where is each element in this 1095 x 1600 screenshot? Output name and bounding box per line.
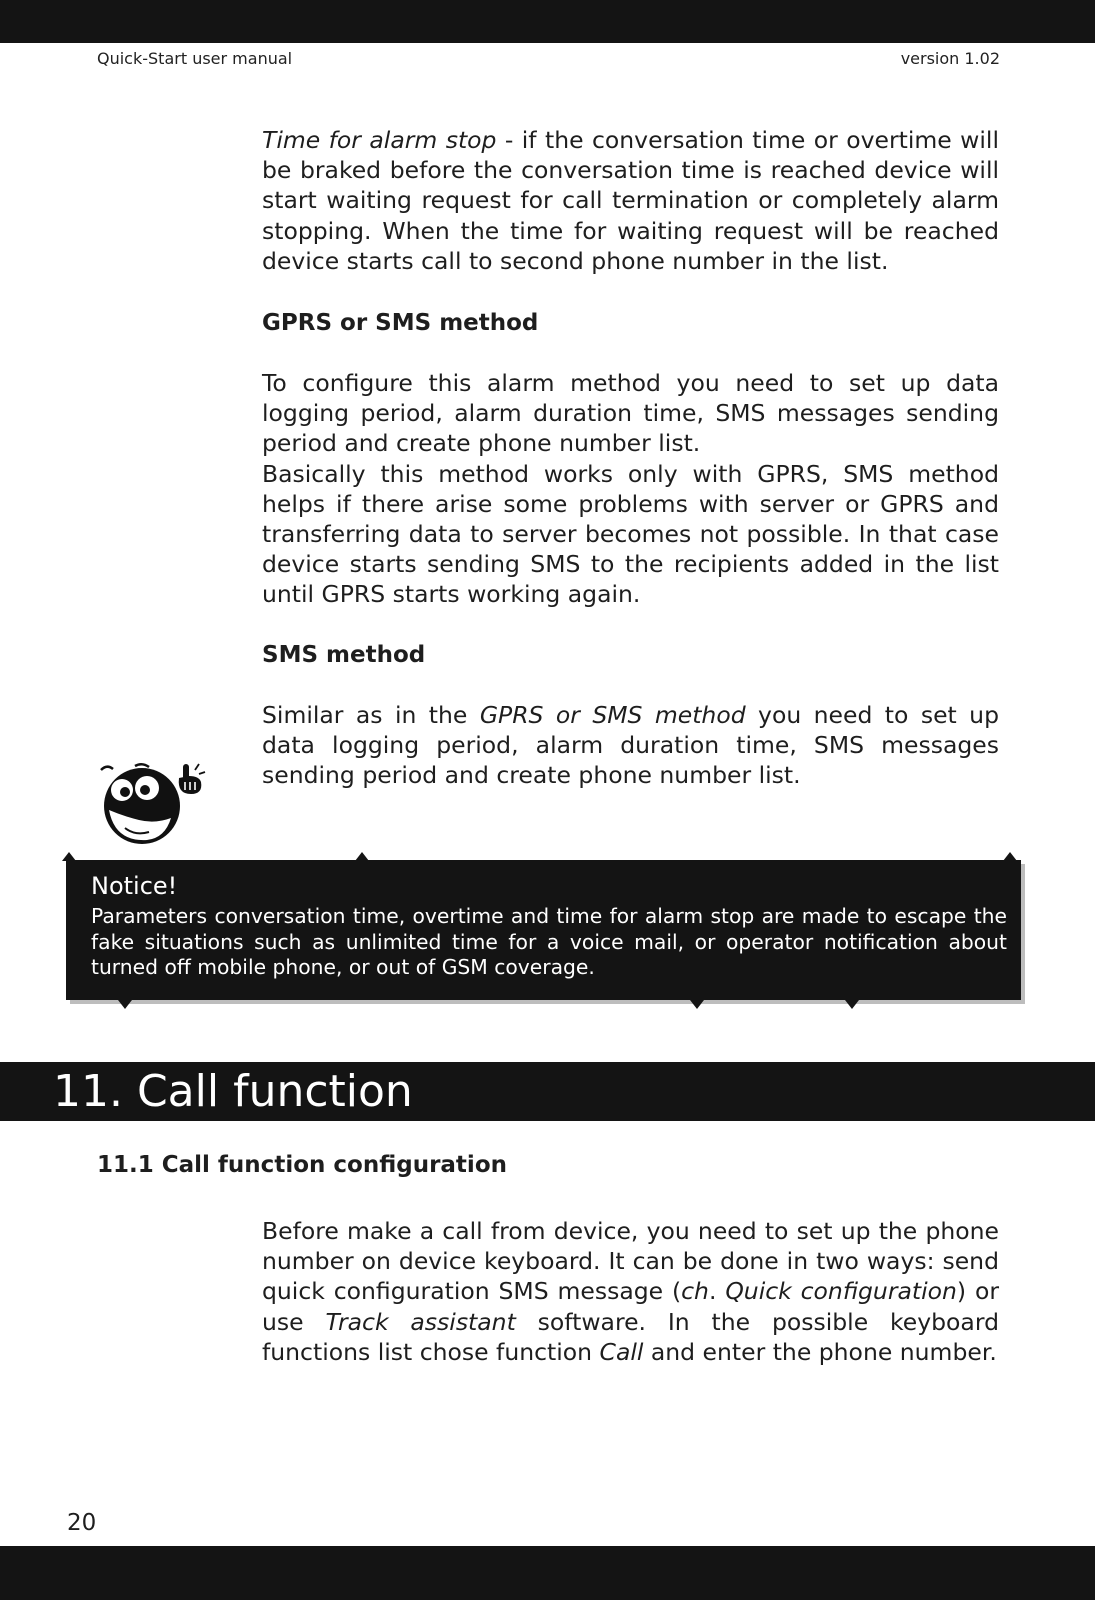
notice-spike bbox=[845, 1000, 859, 1009]
gprs-sms-heading: GPRS or SMS method bbox=[262, 310, 539, 336]
sms-method-block bbox=[262, 640, 999, 670]
call-text-call: Call bbox=[599, 1337, 644, 1366]
header-title: Quick-Start user manual bbox=[97, 49, 293, 68]
sms-method-text-after: you need to set up data logging period, alarm duration time, SMS messages sending period and create phone number list. bbox=[262, 701, 999, 790]
sms-method-text-italic: GPRS or SMS method bbox=[479, 701, 746, 729]
sms-method-text-before: Similar as in the bbox=[262, 701, 480, 729]
mascot-pointing-icon bbox=[95, 760, 210, 852]
gprs-sms-para1: To configure this alarm method you need to set up data logging period, alarm duration time, SMS messages sending period and create phone number list. bbox=[262, 369, 999, 458]
notice-spike bbox=[1003, 852, 1017, 861]
sms-method-paragraph bbox=[262, 700, 999, 791]
notice-title: Notice! bbox=[91, 872, 178, 900]
call-text-quick-config: Quick configuration bbox=[725, 1277, 957, 1306]
sms-method-heading: SMS method bbox=[262, 642, 426, 668]
sms-method-body bbox=[262, 700, 999, 791]
gprs-sms-body bbox=[262, 368, 999, 610]
call-text-2: ) or use bbox=[262, 1277, 999, 1336]
section-subheading: 11.1 Call function configuration bbox=[97, 1152, 507, 1178]
alarm-stop-paragraph bbox=[262, 125, 999, 276]
notice-spike bbox=[118, 1000, 132, 1009]
call-text-dot: . bbox=[708, 1277, 726, 1306]
alarm-stop-block bbox=[262, 125, 999, 276]
notice-spike bbox=[690, 1000, 704, 1009]
header-version: version 1.02 bbox=[900, 49, 1000, 68]
call-text-track-assistant: Track assistant bbox=[325, 1307, 516, 1336]
page-number: 20 bbox=[67, 1510, 97, 1536]
call-function-body bbox=[262, 1216, 999, 1367]
bottom-bar bbox=[0, 1546, 1095, 1600]
gprs-sms-block bbox=[262, 308, 999, 338]
gprs-sms-para2: Basically this method works only with GPRS, SMS method helps if there arise some problems with server or GPRS and transferring data to server becomes not possible. In that case device starts sending SMS to the recipients added in the list until GPRS starts working again. bbox=[262, 459, 999, 609]
notice-text: Parameters conversation time, overtime and time for alarm stop are made to escape the fake situations such as unlimited time for a voice mail, or operator notification about turned off mobile phone, or out of GSM coverage. bbox=[91, 904, 1007, 980]
section-title: 11. Call function bbox=[53, 1066, 413, 1117]
call-text-1: Before make a call from device, you need to set up the phone number on device keyboard. It can be done in two ways: send quick configuration SMS message ( bbox=[262, 1217, 999, 1306]
notice-spike bbox=[355, 852, 369, 861]
top-bar bbox=[0, 0, 1095, 43]
notice-box bbox=[66, 860, 1021, 1000]
call-text-4: and enter the phone number. bbox=[643, 1337, 997, 1366]
alarm-stop-text: - if the conversation time or overtime will be braked before the conversation time is reached device will start waiting request for call termination or completely alarm stopping. When the time for waiting request will be reached device starts call to second phone number in the list. bbox=[262, 126, 999, 275]
call-text-3: software. In the possible keyboard functions list chose function bbox=[262, 1307, 999, 1366]
notice-spike bbox=[62, 852, 76, 861]
call-text-ch: ch bbox=[681, 1277, 709, 1306]
alarm-stop-term: Time for alarm stop bbox=[262, 126, 497, 154]
call-function-paragraph bbox=[262, 1216, 999, 1367]
